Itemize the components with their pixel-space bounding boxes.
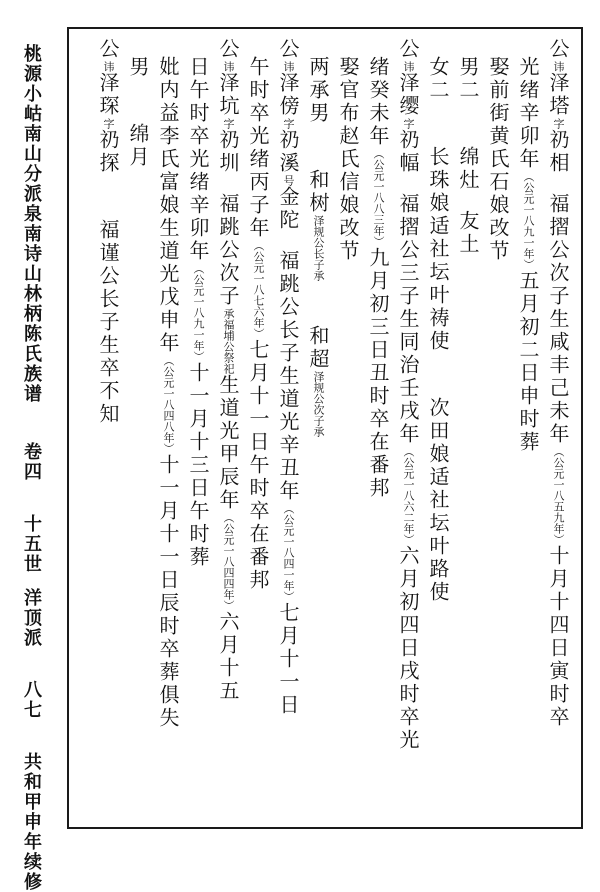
record-text: 两承男 xyxy=(306,56,330,125)
annotation-text: 讳 xyxy=(222,61,235,72)
record-text: 友土 xyxy=(456,210,480,256)
page-margin-header xyxy=(20,44,42,892)
record-text: 公 xyxy=(96,38,120,61)
record-text: 礽探 xyxy=(96,129,120,175)
annotation-text: （公元一八八三年） xyxy=(372,148,385,247)
text-column xyxy=(273,38,303,828)
record-text: 泽琛 xyxy=(96,72,120,118)
annotation-text: 讳 xyxy=(552,61,565,72)
genealogy-text-body xyxy=(93,38,573,828)
annotation-text: 字 xyxy=(552,118,565,129)
record-text: 福摺公三子生同治壬戌年 xyxy=(396,193,420,446)
annotation-text: 承福埔公祭祀 xyxy=(222,308,235,374)
annotation-text: 字 xyxy=(102,118,115,129)
book-title: 桃源小岵南山分派泉南诗山林柄陈氏族谱 xyxy=(21,44,42,404)
text-column xyxy=(243,38,273,828)
record-text: 礽相 xyxy=(546,129,570,175)
record-text: 泽坑 xyxy=(216,72,240,118)
record-text: 午时卒光绪丙子年 xyxy=(246,56,270,240)
text-column xyxy=(213,38,243,828)
annotation-text: 泽规公次子承 xyxy=(312,371,325,437)
record-text: 礽溪 xyxy=(276,129,300,175)
text-column xyxy=(153,38,183,828)
record-text: 七月十一日午时卒在番邦 xyxy=(246,339,270,592)
annotation-text: （公元一八七六年） xyxy=(252,240,265,339)
record-text: 福摺公次子生咸丰己未年 xyxy=(546,193,570,446)
record-text: 六月初四日戌时卒光 xyxy=(396,545,420,752)
branch-label: 洋顶派 xyxy=(21,588,42,648)
record-text: 娶官布赵氏信娘改节 xyxy=(336,56,360,263)
text-column xyxy=(183,38,213,828)
record-text: 男二 xyxy=(456,56,480,102)
annotation-text: 泽规公长子承 xyxy=(312,215,325,281)
record-text: 礽圳 xyxy=(216,129,240,175)
record-text: 公 xyxy=(396,38,420,61)
edition-label: 共和甲申年续修 xyxy=(21,752,42,892)
record-text: 五月初二日申时葬 xyxy=(516,270,540,454)
record-text: 娶前街黄氏石娘改节 xyxy=(486,56,510,263)
text-column xyxy=(303,38,333,828)
text-column xyxy=(453,38,483,828)
annotation-text: 号 xyxy=(282,175,295,186)
record-text: 七月十一日 xyxy=(276,602,300,717)
record-text: 男 xyxy=(126,56,150,79)
record-text: 公 xyxy=(216,38,240,61)
record-text: 绵月 xyxy=(126,123,150,169)
record-text: 长珠娘适社坛叶祷使 xyxy=(426,146,450,353)
text-column xyxy=(513,38,543,828)
annotation-text: （公元一八六二年） xyxy=(402,446,415,545)
annotation-text: （公元一八四一年） xyxy=(282,503,295,602)
record-text: 九月初三日丑时卒在番邦 xyxy=(366,247,390,500)
record-text: 次田娘适社坛叶路使 xyxy=(426,397,450,604)
annotation-text: 字 xyxy=(282,118,295,129)
text-column xyxy=(393,38,423,828)
record-text: 绵灶 xyxy=(456,146,480,192)
record-text: 泽傍 xyxy=(276,72,300,118)
text-column xyxy=(423,38,453,828)
text-column xyxy=(483,38,513,828)
annotation-text: 字 xyxy=(402,118,415,129)
record-text: 泽塔 xyxy=(546,72,570,118)
text-column xyxy=(123,38,153,828)
record-text: 六月十五 xyxy=(216,611,240,703)
record-text: 公 xyxy=(546,38,570,61)
text-column xyxy=(93,38,123,828)
annotation-text: 字 xyxy=(222,118,235,129)
record-text: 绪癸未年 xyxy=(366,56,390,148)
record-text: 十一月十一日辰时卒葬俱失 xyxy=(156,454,180,730)
annotation-text: 讳 xyxy=(102,61,115,72)
record-text: 女二 xyxy=(426,56,450,102)
text-column xyxy=(333,38,363,828)
record-text: 日午时卒光绪辛卯年 xyxy=(186,56,210,263)
annotation-text: （公元一八九一年） xyxy=(522,171,535,270)
record-text: 礽幅 xyxy=(396,129,420,175)
record-text: 福跳公次子 xyxy=(216,193,240,308)
generation-label: 十五世 xyxy=(21,514,42,574)
record-text: 光绪辛卯年 xyxy=(516,56,540,171)
record-text: 十月十四日寅时卒 xyxy=(546,545,570,729)
record-text: 公 xyxy=(276,38,300,61)
annotation-text: （公元一八九一年） xyxy=(192,263,205,362)
record-text: 十一月十三日午时葬 xyxy=(186,362,210,569)
annotation-text: （公元一八五九年） xyxy=(552,446,565,545)
page-number: 八七 xyxy=(21,680,42,720)
record-text: 妣内益李氏富娘生道光戊申年 xyxy=(156,56,180,355)
annotation-text: 讳 xyxy=(282,61,295,72)
record-text: 福跳公长子生道光辛丑年 xyxy=(276,250,300,503)
volume-label: 卷四 xyxy=(21,442,42,482)
record-text: 泽缨 xyxy=(396,72,420,118)
record-text: 生道光甲辰年 xyxy=(216,374,240,512)
record-text: 和树 xyxy=(306,169,330,215)
record-text: 和超 xyxy=(306,325,330,371)
text-column xyxy=(543,38,573,828)
text-column xyxy=(363,38,393,828)
record-text: 金陀 xyxy=(276,186,300,232)
annotation-text: 讳 xyxy=(402,61,415,72)
annotation-text: （公元一八四八年） xyxy=(162,355,175,454)
annotation-text: （公元一八四四年） xyxy=(222,512,235,611)
record-text: 福谨公长子生卒不知 xyxy=(96,219,120,426)
